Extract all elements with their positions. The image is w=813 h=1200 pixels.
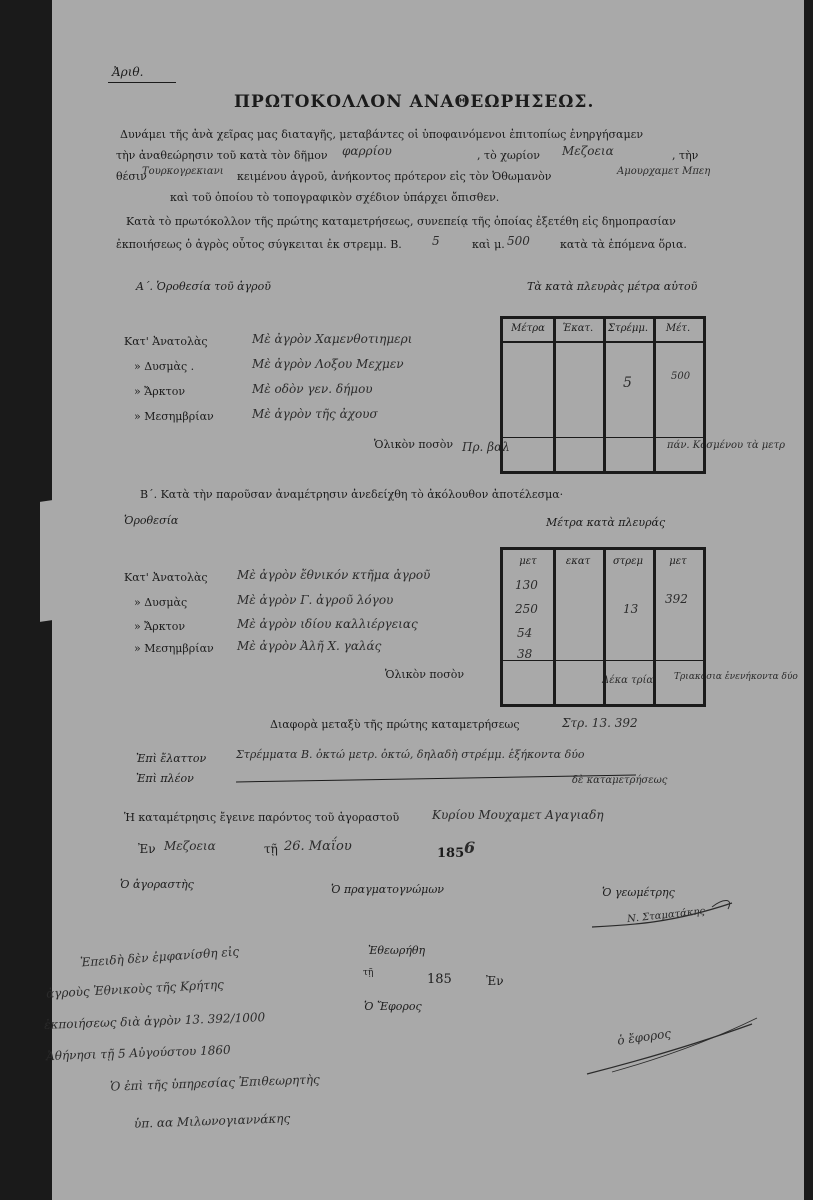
intro-line-3b: κειμένου ἀγροῦ, ἀνήκοντος πρότερον εἰς τὸν Ὀθωμανὸν <box>237 170 552 183</box>
note-line-3: ἐκποιήσεως διὰ ἀγρὸν 13. 392/1000 <box>43 1010 266 1032</box>
a-row-4-hw: Μὲ ἀγρὸν τῆς ἀχουσ <box>252 407 378 421</box>
checked-en: Ἐν <box>486 974 504 988</box>
a-total-label: Ὁλικὸν ποσὸν <box>374 438 454 451</box>
b-hdr-4: μετ <box>669 556 687 567</box>
section-b-heading: Β΄. Κατὰ τὴν παροῦσαν ἀναμέτρησιν ἀνεδείχθη τὸ ἀκόλουθον ἀποτέλεσμα· <box>140 488 564 501</box>
ephor-label: Ὁ Ἔφορος <box>364 1000 422 1013</box>
a-total-hw: Πρ. βαλ <box>462 440 510 454</box>
intro-line-6a: ἐκποιήσεως ὁ ἀγρὸς οὗτος σύγκειται ἐκ στρεμμ. Β. <box>116 238 402 251</box>
b-val-r2-stremm: 13 <box>623 602 639 616</box>
surveyor-hw: Ν. Σταματάκης <box>626 905 706 926</box>
hw-village: Μεζοεια <box>562 144 614 158</box>
b-total-hw: Δέκα τρία <box>602 675 654 686</box>
b-row-2-hw: Μὲ ἀγρὸν Γ. ἀγροῦ λόγου <box>237 593 394 607</box>
a-val-met: 500 <box>671 371 691 382</box>
checked-label: Ἐθεωρήθη <box>368 944 426 957</box>
number-label: Ἀριθ. <box>112 65 144 79</box>
b-row-4-label: » Μεσημβρίαν <box>134 642 214 655</box>
note-line-5: Ὁ ἐπὶ τῆς ὑπηρεσίας Ἐπιθεωρητὴς <box>109 1072 320 1094</box>
b-val-r1: 130 <box>515 578 538 592</box>
b-hdr-1: μετ <box>519 556 537 567</box>
date-en: Ἐν <box>138 842 156 856</box>
b-total-side-hw: Τριακόσια ἐνενήκοντα δύο <box>674 672 798 682</box>
b-val-r2: 250 <box>515 602 538 616</box>
date-hw-place: Μεζοεια <box>164 839 216 853</box>
buyer-label: Ὁ ἀγοραστὴς <box>120 878 194 891</box>
intro-line-3a: θέσιν <box>116 170 147 183</box>
a-row-4-label: » Μεσημβρίαν <box>134 410 214 423</box>
surveyor-signature-flourish <box>572 895 742 935</box>
intro-line-2b: , τὸ χωρίον <box>477 149 540 162</box>
presence-text: Ἡ καταμέτρησις ἔγεινε παρόντος τοῦ ἀγοραστοῦ <box>124 811 400 824</box>
hw-meters: 500 <box>507 234 530 248</box>
more-hw: δὲ καταμετρήσεως <box>572 775 668 786</box>
a-row-2-hw: Μὲ ἀγρὸν Λοξου Μεχμεν <box>252 357 404 371</box>
surveyor-label: Ὁ γεωμέτρης <box>602 886 675 899</box>
section-b-table <box>500 547 706 707</box>
section-a-table <box>500 316 706 474</box>
difference-hw: Στρ. 13. 392 <box>562 716 638 730</box>
note-line-1: Ἐπειδὴ δὲν ἐμφανίσθη εἰς <box>79 944 240 970</box>
b-row-2-label: » Δυσμὰς <box>134 596 188 609</box>
hw-owner: Αμουρχαμετ Μπεη <box>617 166 711 177</box>
b-val-r4: 38 <box>517 647 533 661</box>
hw-stremmata: 5 <box>432 234 440 248</box>
b-hdr-3: στρεμ <box>612 556 644 567</box>
b-val-r2-met: 392 <box>665 592 688 606</box>
section-a-right-heading: Τὰ κατὰ πλευρὰς μέτρα αὐτοῦ <box>527 280 698 293</box>
page-title: ΠΡΩΤΟΚΟΛΛΟΝ ΑΝΑΘΕΩΡΗΣΕΩΣ. <box>234 92 595 112</box>
a-hdr-stremm: Στρέμμ. <box>607 323 649 334</box>
section-a-heading: Α΄. Ὁροθεσία τοῦ ἀγροῦ <box>136 280 271 293</box>
ephor-hw: ὁ ἔφορος <box>616 1026 672 1048</box>
intro-line-4: καὶ τοῦ ὁποίου τὸ τοπογραφικὸν σχέδιον ὑπάρχει ὄπισθεν. <box>170 191 500 204</box>
a-row-3-label: » Ἄρκτον <box>134 385 186 398</box>
hw-place: Τουρκογρεκιανι <box>142 166 224 177</box>
b-row-1-hw: Μὲ ἀγρὸν ἔθνικόν κτῆμα ἀγροῦ <box>237 568 431 582</box>
b-row-1-label: Κατ' Ἀνατολὰς <box>124 571 208 584</box>
intro-line-6b: καὶ μ. <box>472 238 505 251</box>
intro-line-6c: κατὰ τὰ ἑπόμενα ὅρια. <box>560 238 687 251</box>
a-hdr-ekat: Ἑκατ. <box>562 323 594 334</box>
b-row-3-hw: Μὲ ἀγρὸν ιδίου καλλιέργειας <box>237 617 418 631</box>
b-row-3-label: » Ἄρκτον <box>134 620 186 633</box>
date-ti: τῇ <box>264 842 278 856</box>
presence-hw: Κυρίου Μουχαμετ Αγαγιαδη <box>432 808 604 822</box>
intro-line-5: Κατὰ τὸ πρωτόκολλον τῆς πρώτης καταμετρήσεως, συνεπείᾳ τῆς ὁποίας ἐξετέθη εἰς δημοπρασίαν <box>126 215 676 228</box>
less-hw: Στρέμματα Β. ὀκτώ μετρ. ὀκτώ, δηλαδὴ στρέμμ. ἑξήκοντα δύο <box>236 748 585 761</box>
date-hw-day: 26. Μαΐου <box>284 839 352 854</box>
date-year: 185 <box>437 846 465 861</box>
number-underline <box>108 82 176 83</box>
torn-edge <box>40 498 66 622</box>
a-hdr-met: Μέτ. <box>665 323 691 334</box>
note-line-6: ὑπ. αα Μιλωνογιαννάκης <box>133 1111 291 1131</box>
a-row-2-label: » Δυσμὰς . <box>134 360 195 373</box>
a-total-side-hw: πάν. Κοσμένου τὰ μετρ <box>667 440 786 451</box>
ephor-signature-flourish <box>582 1012 762 1082</box>
a-row-1-label: Κατ' Ἀνατολὰς <box>124 335 208 348</box>
difference-label: Διαφορὰ μεταξὺ τῆς πρώτης καταμετρήσεως <box>270 718 520 731</box>
section-b-subheading: Ὁροθεσία <box>124 514 179 527</box>
a-row-3-hw: Μὲ οδὸν γεν. δήμου <box>252 382 373 396</box>
intro-line-1: Δυνάμει τῆς ἀνὰ χεῖρας μας διαταγῆς, μεταβάντες οἱ ὑποφαινόμενοι ἐπιτοπίως ἐνηργήσαμεν <box>120 128 644 141</box>
more-label: Ἐπὶ πλέον <box>136 772 194 785</box>
b-row-4-hw: Μὲ ἀγρὸν Ἀλῆ Χ. γαλάς <box>237 639 382 653</box>
section-b-right-heading: Μέτρα κατὰ πλευράς <box>546 516 666 529</box>
checked-ti: τῇ <box>363 968 374 978</box>
b-hdr-2: εκατ <box>565 556 591 567</box>
intro-line-2c: , τὴν <box>672 149 699 162</box>
a-hdr-metra: Μέτρα <box>511 323 545 334</box>
a-val-stremm: 5 <box>623 375 632 391</box>
a-row-1-hw: Μὲ ἀγρὸν Χαμενθοτιημερι <box>252 332 413 346</box>
b-val-r3: 54 <box>517 626 533 640</box>
less-label: Ἐπὶ ἔλαττον <box>136 752 207 765</box>
date-year-hw: 6 <box>464 838 476 857</box>
b-total-label: Ὁλικὸν ποσὸν <box>385 668 465 681</box>
document-page <box>43 0 804 1200</box>
appraiser-label: Ὁ πραγματογνώμων <box>331 883 444 896</box>
intro-line-2a: τὴν ἀναθεώρησιν τοῦ κατὰ τὸν δῆμον <box>116 149 328 162</box>
hw-deme: φαρρίου <box>342 144 392 158</box>
note-line-4: Ἀθήνησι τῇ 5 Αὐγούστου 1860 <box>45 1042 231 1064</box>
checked-year: 185 <box>427 972 452 987</box>
note-line-2: ἀγροὺς Ἐθνικοὺς τῆς Κρήτης <box>45 977 225 1001</box>
